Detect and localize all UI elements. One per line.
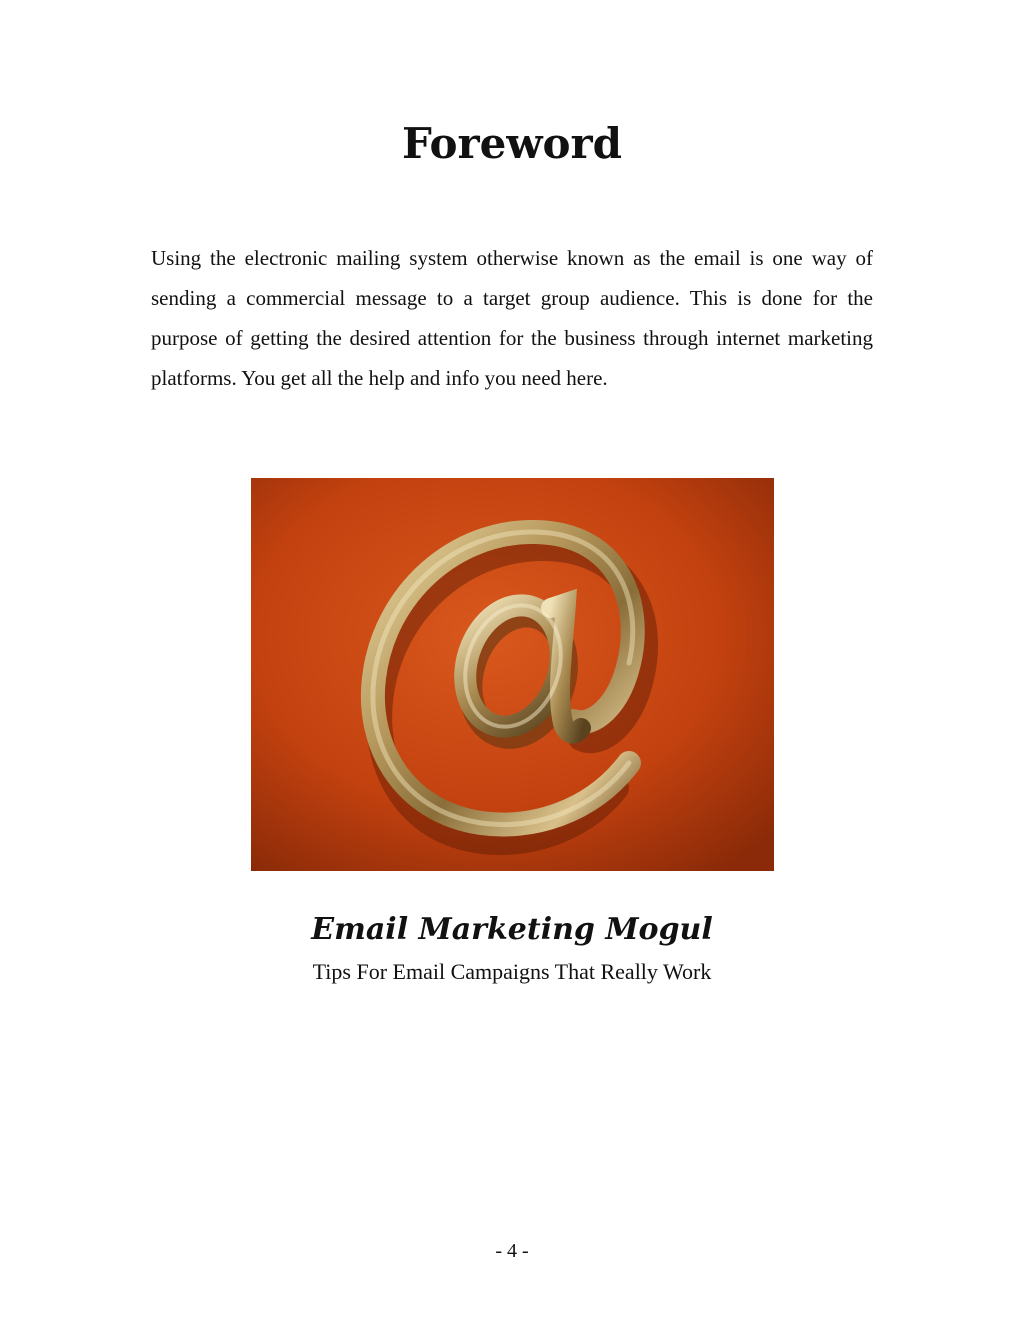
intro-paragraph: Using the electronic mailing system otherwise known as the email is one way of sending a commercial message to a target group audience. This is done for the purpose of getting the desired attention for the business through internet marketing platforms. You get all the help and info you need here. [151,246,873,390]
page-number: - 4 - [495,1240,529,1262]
book-subtitle: Tips For Email Campaigns That Really Work [312,959,712,984]
at-sign-icon [251,478,774,871]
book-title: Email Marketing Mogul [311,912,713,947]
page-title: Foreword [401,119,623,168]
